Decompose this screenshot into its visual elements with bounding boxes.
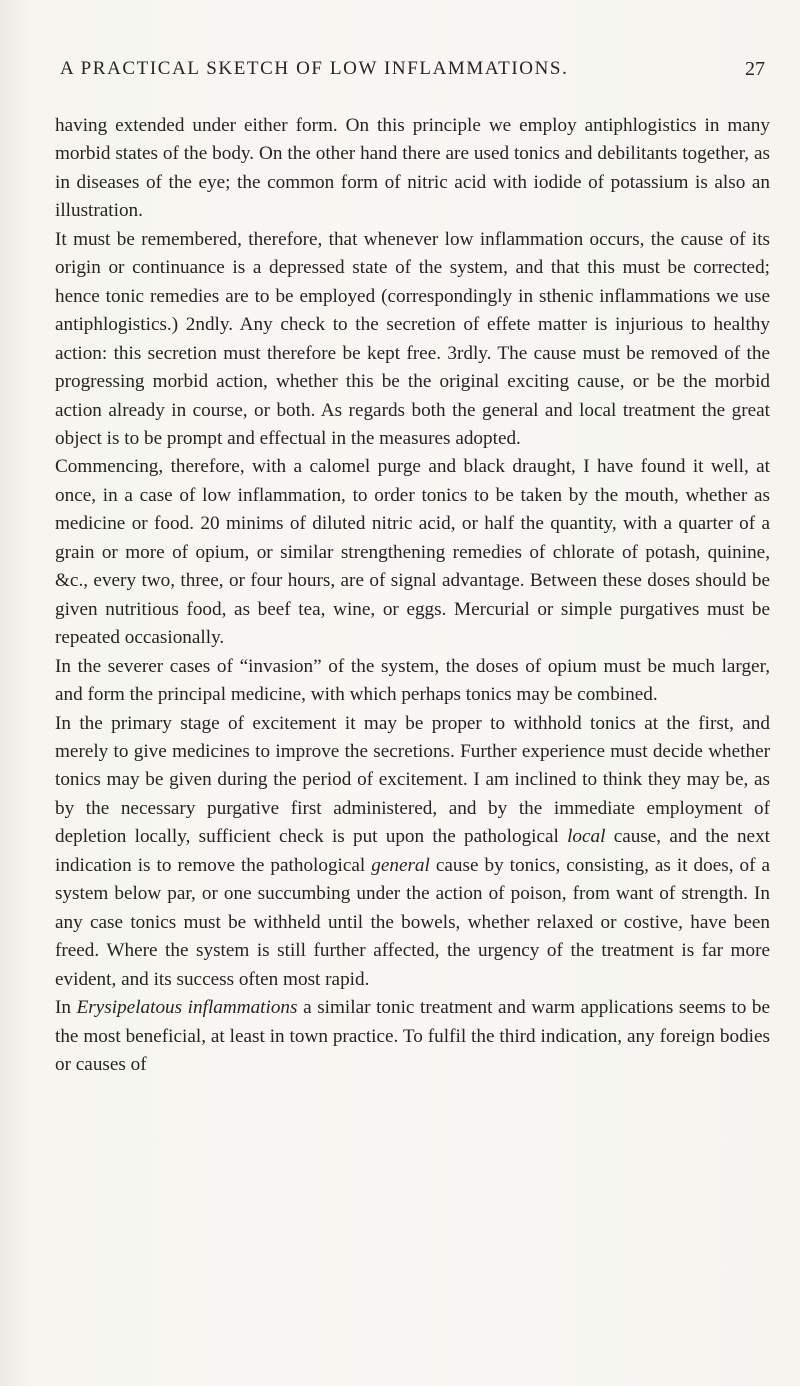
italic-local: local: [567, 826, 606, 848]
paragraph-2: It must be remembered, therefore, that whenever low inflammation occurs, the cause of its origin or continuance is a depressed state of the system, and that this must be corrected; hence tonic remedies are to be employed (correspondingly in sthenic inflammations we use antiphlogistics.) 2ndly. Any check to the secretion of effete matter is injurious to healthy action: this secretion must therefore be kept free. 3rdly. The cause must be removed of the progressing morbid action, whether this be the original exciting cause, or be the morbid action already in course, or both. As regards both the general and local treatment the great object is to be prompt and effectual in the measures adopted.: [55, 228, 770, 449]
running-head: A PRACTICAL SKETCH OF LOW INFLAMMATIONS.: [60, 58, 569, 79]
page-header: [60, 58, 765, 88]
italic-general: general: [371, 854, 430, 876]
paragraph-3: Commencing, therefore, with a calomel purge and black draught, I have found it well, at once, in a case of low inflammation, to order tonics to be taken by the mouth, whether as medicine or food. 20 minims of diluted nitric acid, or half the quantity, with a quarter of a grain or more of opium, or similar strengthening remedies of chlorate of potash, quinine, &c., every two, three, or four hours, are of signal advantage. Between these doses should be given nutritious food, as beef tea, wine, or eggs. Mercurial or simple purgatives must be repeated occasionally.: [55, 456, 770, 649]
paragraph-4: In the severer cases of “invasion” of the system, the doses of opium must be much larger, and form the principal medicine, with which perhaps tonics may be combined.: [55, 655, 770, 706]
paragraph-5-text-a: In the primary stage of excitement it may be proper to withhold tonics at the first, and merely to give medicines to improve the secretions. Further experience must decide whether tonics may be given during the period of excitement. I am inclined to think they may be, as by the necessary purgative first administered, and by the immediate employment of depletion locally, sufficient check is put upon the pathological: [55, 712, 770, 848]
paragraph-1: having extended under either form. On this principle we employ antiphlogistics in many morbid states of the body. On the other hand there are used tonics and debilitants together, as in diseases of the eye; the common form of nitric acid with iodide of potassium is also an illustration.: [55, 115, 770, 222]
body-text: [55, 112, 770, 1079]
paragraph-6-text-a: In: [55, 997, 77, 1019]
paragraph-6-text-b: a similar tonic treatment and warm applications seems to be the most beneficial, at least in town practice. To fulfil the third indication, any foreign bodies or causes of: [55, 997, 771, 1075]
page-number: 27: [745, 58, 765, 80]
paragraph-6: [55, 994, 770, 1079]
italic-erysipelatous: Erysipelatous inflammations: [76, 997, 298, 1019]
paragraph-5: [55, 710, 770, 995]
paragraph-5-text-c: cause by tonics, consisting, as it does, of a system below par, or one succumbing under the action of poison, from want of strength. In any case tonics must be withheld until the bowels, whether relaxed or costive, have been freed. Where the system is still further affected, the urgency of the treatment is far more evident, and its success often most rapid.: [55, 854, 770, 990]
paragraph-5-text-b: cause, and the next indication is to remove the pathological: [55, 826, 770, 876]
